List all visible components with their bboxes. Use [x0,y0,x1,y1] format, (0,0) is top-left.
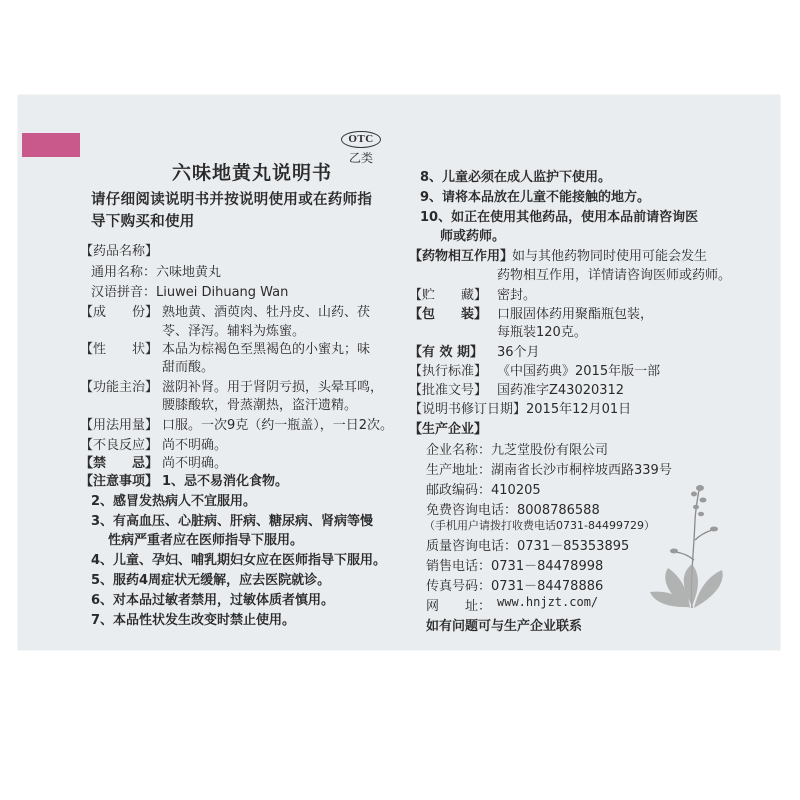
color-tab [22,133,80,157]
precaution-7: 7、本品性状发生改变时禁止使用。 [91,613,296,628]
interaction-line-2: 药物相互作用，详情请咨询医师或药师。 [497,268,732,283]
hotline: 免费咨询电话：8008786588 [426,503,600,518]
postcode: 邮政编码：410205 [426,483,541,498]
mobile-note: （手机用户请拨打收费电话0731-84499729） [424,519,655,532]
adverse-text: 尚不明确。 [162,438,228,453]
standard-text: 《中国药典》2015年版一部 [497,364,661,379]
name-label: 【药品名称】 [80,244,159,259]
properties-line-2: 甜而酸。 [162,360,215,375]
indications-line-1: 滋阴补肾。用于肾阴亏损，头晕耳鸣， [162,380,384,395]
precaution-2: 2、感冒发热病人不宜服用。 [91,494,257,509]
indications-line-2: 腰膝酸软，骨蒸潮热，盗汗遗精。 [162,398,358,413]
precaution-6: 6、对本品过敏者禁用，过敏体质者慎用。 [91,593,335,608]
otc-class: 乙类 [348,151,373,165]
precaution-10a: 10、如正在使用其他药品，使用本品前请咨询医 [420,210,699,225]
contra-label: 【禁 忌】 [80,456,159,471]
storage-text: 密封。 [497,288,537,303]
precautions-label: 【注意事项】 [80,474,159,489]
precaution-3b: 性病严重者应在医师指导下服用。 [108,533,304,548]
ingredients-label: 【成 份】 [80,305,159,320]
contra-text: 尚不明确。 [162,456,228,471]
website-link[interactable]: www.hnjzt.com/ [497,595,599,609]
usage-label: 【用法用量】 [80,418,159,433]
precaution-5: 5、服药4周症状无缓解，应去医院就诊。 [91,573,331,588]
ingredients-line-1: 熟地黄、酒萸肉、牡丹皮、山药、茯 [162,305,371,320]
approval-label: 【批准文号】 [409,383,488,398]
pinyin-name: 汉语拼音：Liuwei Dihuang Wan [91,285,289,300]
precaution-9: 9、请将本品放在儿童不能接触的地方。 [420,190,651,205]
revision-label: 【说明书修订日期】 [409,402,527,417]
fax-number: 传真号码：0731－84478886 [426,579,604,594]
revision-text: 2015年12月01日 [526,402,632,417]
manufacturer-label: 【生产企业】 [409,422,488,437]
precaution-4: 4、儿童、孕妇、哺乳期妇女应在医师指导下服用。 [91,553,387,568]
intro-line-1: 请仔细阅读说明书并按说明使用或在药师指 [91,192,373,208]
properties-label: 【性 状】 [80,342,159,357]
properties-line-1: 本品为棕褐色至黑褐色的小蜜丸；味 [162,342,371,357]
sales-phone: 销售电话：0731－84478998 [426,559,604,574]
package-line-1: 口服固体药用聚酯瓶包装， [497,307,654,322]
approval-text: 国药准字Z43020312 [497,383,625,398]
otc-mark [339,127,383,166]
indications-label: 【功能主治】 [80,380,159,395]
website-label: 网 址： [426,599,492,614]
standard-label: 【执行标准】 [409,364,488,379]
generic-name: 通用名称：六味地黄丸 [91,265,222,280]
adverse-label: 【不良反应】 [80,438,159,453]
page-title: 六味地黄丸说明书 [172,162,333,184]
usage-text: 口服。一次9克（约一瓶盖），一日2次。 [162,418,394,433]
plant-illustration [640,480,740,610]
quality-phone: 质量咨询电话：0731－85353895 [426,539,630,554]
precaution-3a: 3、有高血压、心脏病、肝病、糖尿病、肾病等慢 [91,514,374,529]
precaution-10b: 师或药师。 [440,229,506,244]
company-address: 生产地址：湖南省长沙市桐梓坡西路339号 [426,463,672,478]
validity-text: 36个月 [497,345,540,360]
precaution-1: 1、忌不易消化食物。 [162,474,289,489]
interaction-line-1: 如与其他药物同时使用可能会发生 [512,249,708,264]
validity-label: 【有 效 期】 [409,345,484,360]
package-label: 【包 装】 [409,307,488,322]
company-name: 企业名称：九芝堂股份有限公司 [426,443,609,458]
package-line-2: 每瓶装120克。 [497,325,587,340]
storage-label: 【贮 藏】 [409,288,488,303]
precaution-8: 8、儿童必须在成人监护下使用。 [420,170,612,185]
otc-badge: OTC [341,131,380,148]
contact-note: 如有问题可与生产企业联系 [426,619,583,634]
interaction-label: 【药物相互作用】 [409,249,514,264]
ingredients-line-2: 苓、泽泻。辅料为炼蜜。 [162,324,306,339]
intro-line-2: 导下购买和使用 [91,214,195,230]
